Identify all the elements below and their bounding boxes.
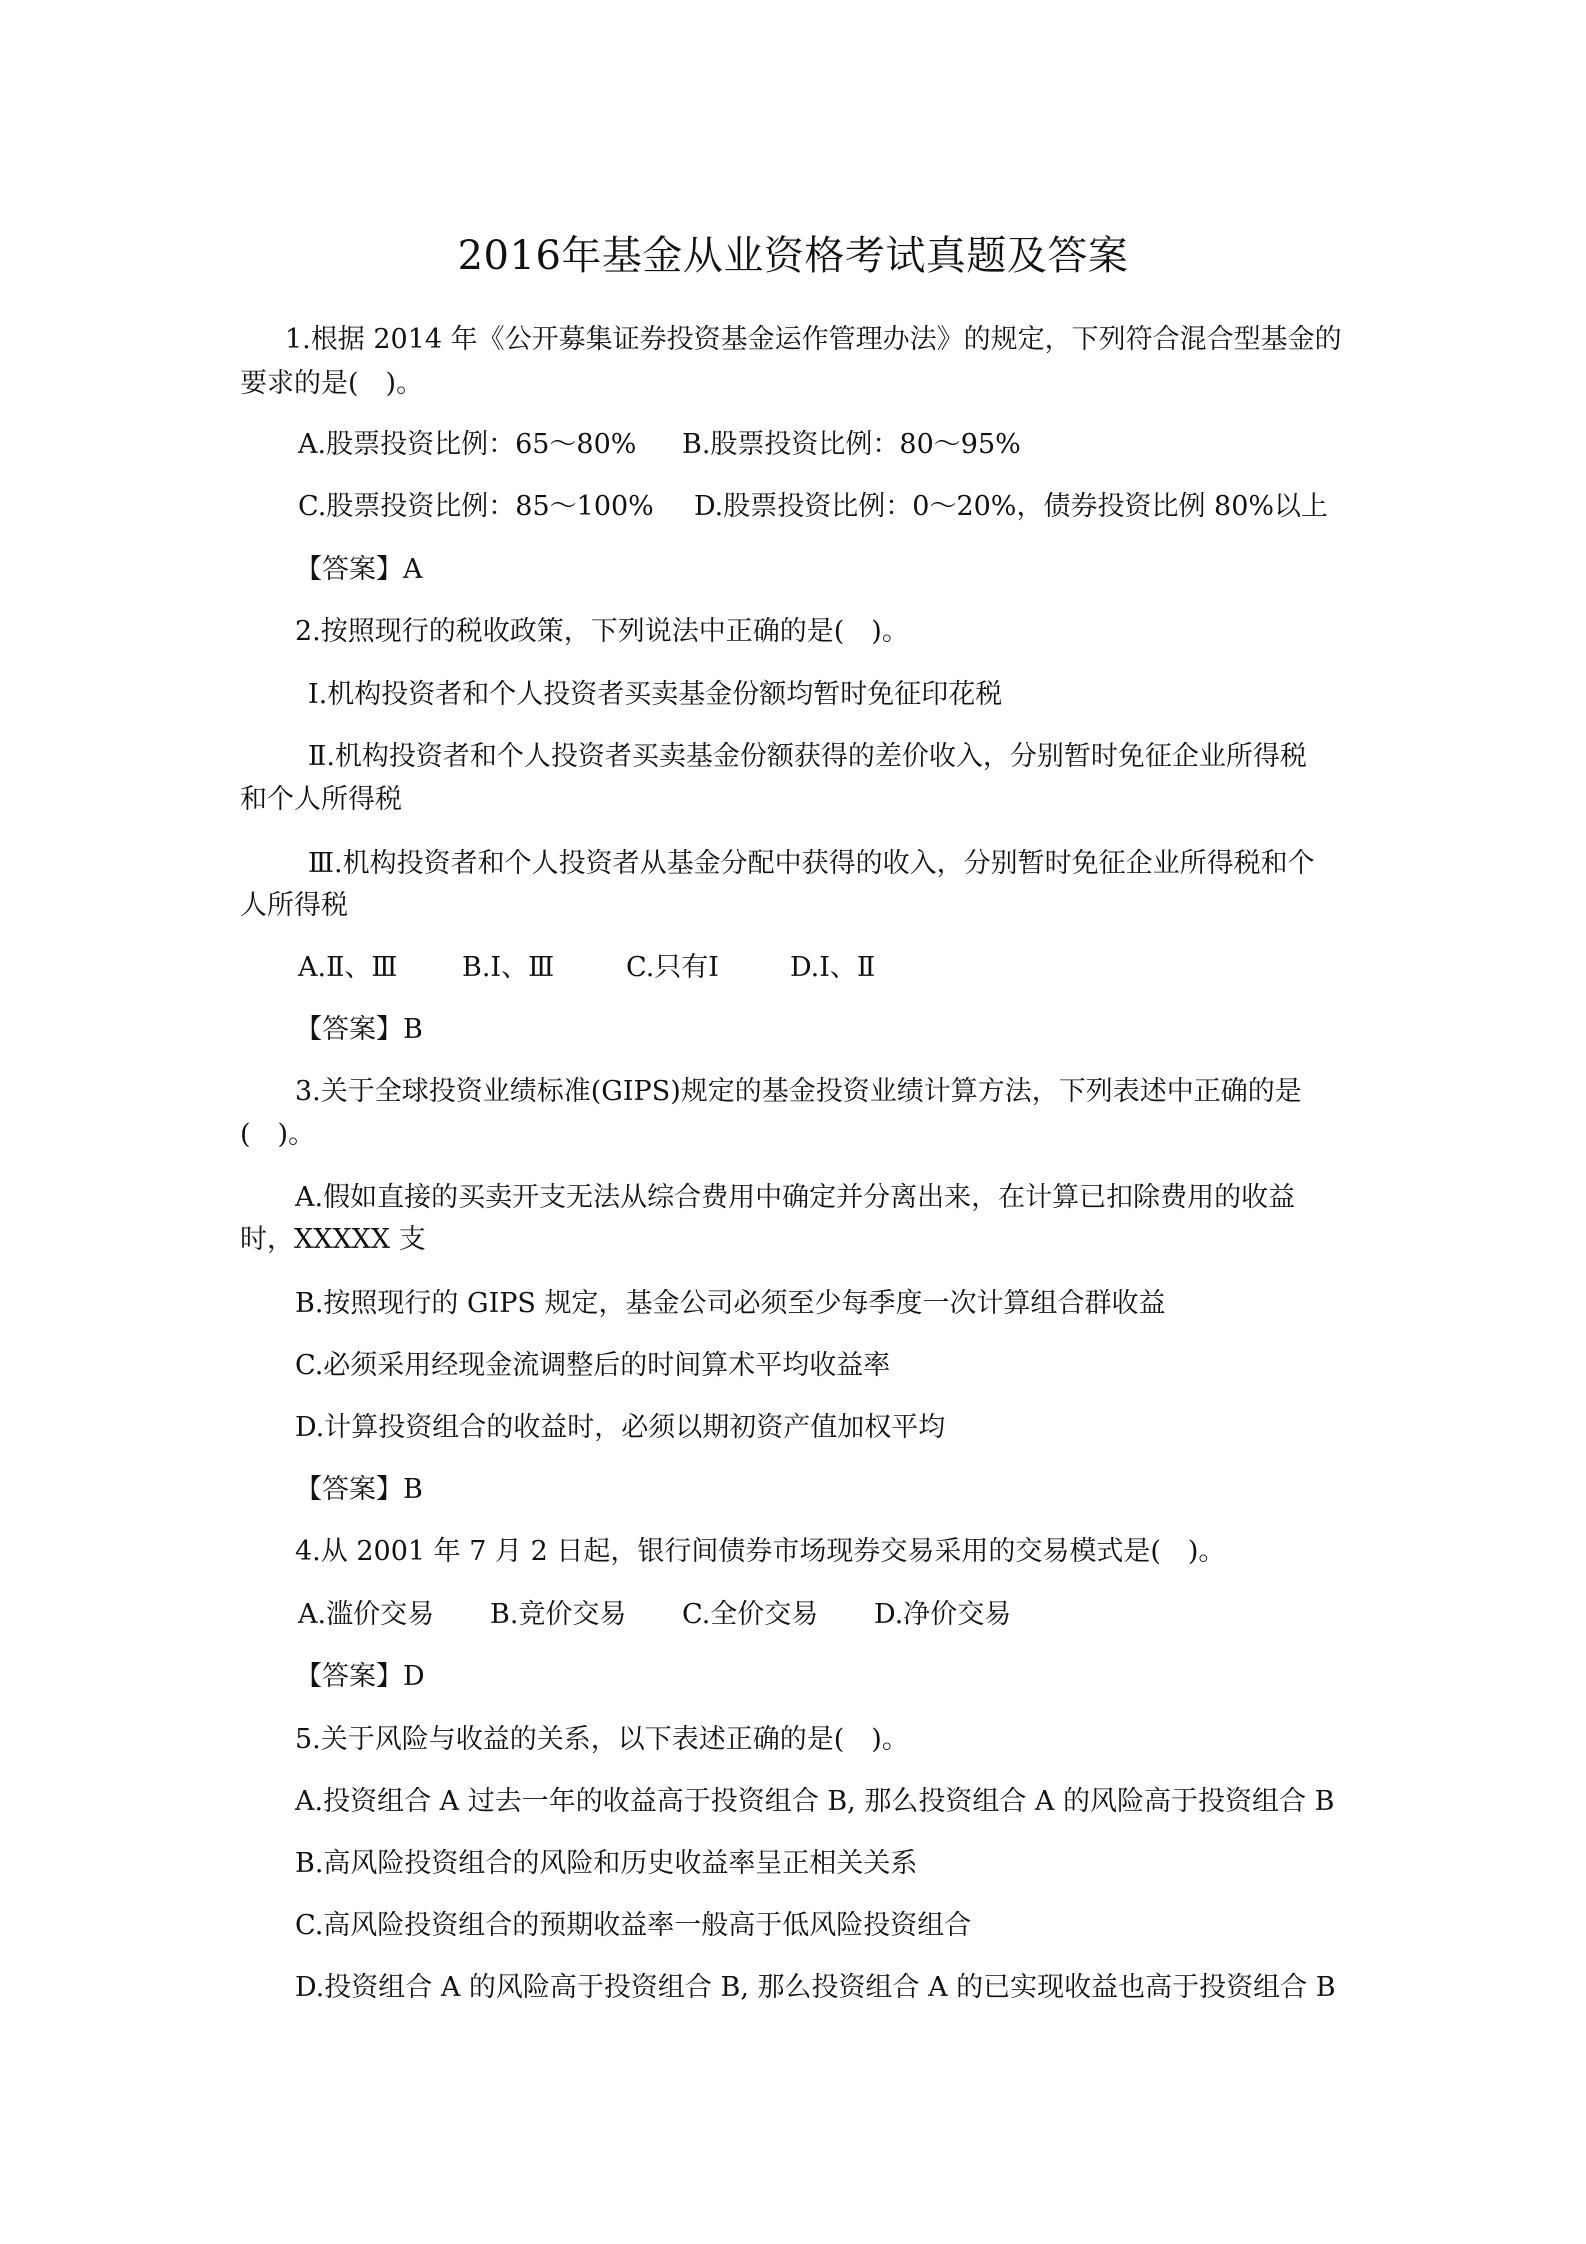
q3-stem-line-1: 3.关于全球投资业绩标准(GIPS)规定的基金投资业绩计算方法，下列表述中正确的是 bbox=[295, 1076, 1302, 1107]
q1-answer: 【答案】A bbox=[295, 554, 423, 585]
q4-option-c: C.全价交易 bbox=[682, 1599, 819, 1630]
q4-answer: 【答案】D bbox=[295, 1661, 425, 1692]
q2-option-c: C.只有Ⅰ bbox=[626, 952, 719, 983]
q2-statement-iii-line-1: Ⅲ.机构投资者和个人投资者从基金分配中获得的收入，分别暂时免征企业所得税和个 bbox=[308, 848, 1315, 879]
q5-option-d: D.投资组合 A 的风险高于投资组合 B, 那么投资组合 A 的已实现收益也高于投资组合 B bbox=[295, 1972, 1336, 2003]
q3-stem-line-2: ( )。 bbox=[240, 1119, 316, 1150]
q2-answer: 【答案】B bbox=[295, 1014, 423, 1045]
q1-stem-line-2: 要求的是( )。 bbox=[240, 368, 424, 399]
q2-option-d: D.Ⅰ、Ⅱ bbox=[790, 952, 876, 983]
q5-option-c: C.高风险投资组合的预期收益率一般高于低风险投资组合 bbox=[295, 1910, 972, 1941]
q4-option-d: D.净价交易 bbox=[874, 1599, 1012, 1630]
q4-option-a: A.滥价交易 bbox=[298, 1599, 435, 1630]
q3-option-d: D.计算投资组合的收益时，必须以期初资产值加权平均 bbox=[295, 1412, 946, 1443]
q2-option-a: A.Ⅱ、Ⅲ bbox=[298, 952, 398, 983]
q1-stem-line-1: 1.根据 2014 年《公开募集证券投资基金运作管理办法》的规定，下列符合混合型基金的 bbox=[285, 324, 1342, 355]
q2-option-b: B.Ⅰ、Ⅲ bbox=[462, 952, 555, 983]
q1-option-d: D.股票投资比例：0～20%，债券投资比例 80%以上 bbox=[694, 491, 1329, 522]
q3-option-b: B.按照现行的 GIPS 规定，基金公司必须至少每季度一次计算组合群收益 bbox=[295, 1288, 1166, 1319]
q2-statement-ii-line-1: Ⅱ.机构投资者和个人投资者买卖基金份额获得的差价收入，分别暂时免征企业所得税 bbox=[308, 741, 1307, 772]
q2-statement-iii-line-2: 人所得税 bbox=[240, 890, 348, 921]
document-title: 2016年基金从业资格考试真题及答案 bbox=[457, 233, 1129, 279]
q2-statement-i: Ⅰ.机构投资者和个人投资者买卖基金份额均暂时免征印花税 bbox=[308, 679, 1003, 710]
q5-stem: 5.关于风险与收益的关系，以下表述正确的是( )。 bbox=[295, 1724, 909, 1755]
q1-option-a: A.股票投资比例：65～80% bbox=[298, 429, 637, 460]
q2-stem: 2.按照现行的税收政策，下列说法中正确的是( )。 bbox=[295, 616, 909, 647]
q4-option-b: B.竞价交易 bbox=[490, 1599, 627, 1630]
q5-option-a: A.投资组合 A 过去一年的收益高于投资组合 B, 那么投资组合 A 的风险高于投资组合 B bbox=[295, 1786, 1335, 1817]
q3-option-a-line-2: 时，XXXXX 支 bbox=[240, 1224, 426, 1255]
q4-stem: 4.从 2001 年 7 月 2 日起，银行间债券市场现券交易采用的交易模式是( )。 bbox=[295, 1536, 1226, 1567]
q3-option-a-line-1: A.假如直接的买卖开支无法从综合费用中确定并分离出来，在计算已扣除费用的收益 bbox=[295, 1182, 1296, 1213]
q3-option-c: C.必须采用经现金流调整后的时间算术平均收益率 bbox=[295, 1350, 891, 1381]
q1-option-c: C.股票投资比例：85～100% bbox=[298, 491, 654, 522]
q5-option-b: B.高风险投资组合的风险和历史收益率呈正相关关系 bbox=[295, 1848, 918, 1879]
q3-answer: 【答案】B bbox=[295, 1474, 423, 1505]
q1-option-b: B.股票投资比例：80～95% bbox=[682, 429, 1021, 460]
q2-statement-ii-line-2: 和个人所得税 bbox=[240, 784, 402, 815]
